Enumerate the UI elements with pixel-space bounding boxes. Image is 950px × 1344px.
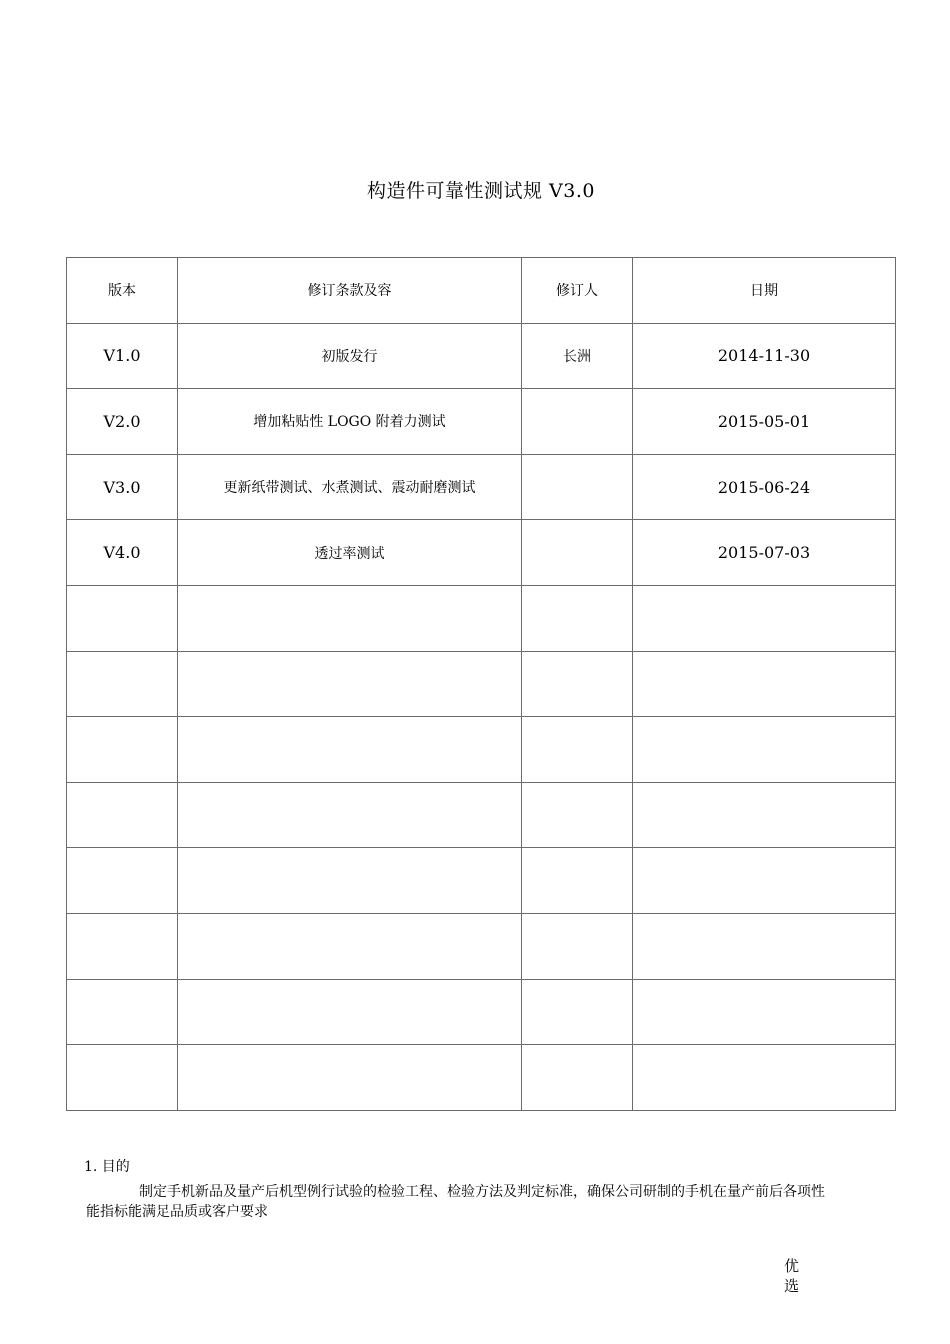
table-row	[67, 1045, 896, 1111]
cell-reviser	[522, 585, 633, 651]
header-clause: 修订条款及容	[178, 258, 522, 324]
cell-version: V2.0	[67, 389, 178, 455]
cell-version: V1.0	[67, 323, 178, 389]
cell-clause	[178, 848, 522, 914]
cell-date	[633, 1045, 896, 1111]
cell-reviser	[522, 913, 633, 979]
table-row	[67, 585, 896, 651]
cell-reviser: 长洲	[522, 323, 633, 389]
cell-version	[67, 848, 178, 914]
cell-version	[67, 651, 178, 717]
table-header-row	[67, 258, 896, 324]
cell-version	[67, 1045, 178, 1111]
table-row	[67, 520, 896, 586]
section-heading-purpose: 1. 目的	[84, 1159, 130, 1175]
table-row	[67, 913, 896, 979]
cell-clause	[178, 979, 522, 1045]
table-row	[67, 454, 896, 520]
cell-reviser	[522, 717, 633, 783]
table-row	[67, 848, 896, 914]
table-row	[67, 323, 896, 389]
cell-date	[633, 717, 896, 783]
cell-clause: 初版发行	[178, 323, 522, 389]
cell-reviser	[522, 1045, 633, 1111]
cell-date	[633, 651, 896, 717]
cell-version	[67, 913, 178, 979]
cell-clause: 增加粘贴性 LOGO 附着力测试	[178, 389, 522, 455]
cell-version	[67, 782, 178, 848]
table-row	[67, 979, 896, 1045]
cell-clause	[178, 585, 522, 651]
cell-date: 2015-07-03	[633, 520, 896, 586]
table-row	[67, 717, 896, 783]
cell-version	[67, 585, 178, 651]
cell-date: 2014-11-30	[633, 323, 896, 389]
section-body-purpose: 制定手机新品及量产后机型例行试验的检验工程、检验方法及判定标准，确保公司研制的手机在量产前后各项性能指标能满足品质或客户要求	[86, 1184, 825, 1220]
document-title: 构造件可靠性测试规 V3.0	[367, 180, 595, 202]
cell-reviser	[522, 848, 633, 914]
cell-date: 2015-05-01	[633, 389, 896, 455]
header-reviser: 修订人	[522, 258, 633, 324]
cell-date	[633, 782, 896, 848]
cell-clause	[178, 782, 522, 848]
revision-table	[66, 257, 896, 1111]
cell-reviser	[522, 782, 633, 848]
header-date: 日期	[633, 258, 896, 324]
cell-date	[633, 585, 896, 651]
table-row	[67, 651, 896, 717]
cell-reviser	[522, 979, 633, 1045]
cell-version	[67, 979, 178, 1045]
cell-version	[67, 717, 178, 783]
cell-date: 2015-06-24	[633, 454, 896, 520]
cell-version: V4.0	[67, 520, 178, 586]
cell-clause	[178, 1045, 522, 1111]
table-row	[67, 389, 896, 455]
cell-clause: 更新纸带测试、水煮测试、震动耐磨测试	[178, 454, 522, 520]
margin-note: 优选	[784, 1257, 800, 1295]
cell-date	[633, 979, 896, 1045]
table-row	[67, 782, 896, 848]
cell-version: V3.0	[67, 454, 178, 520]
cell-reviser	[522, 389, 633, 455]
cell-date	[633, 913, 896, 979]
cell-reviser	[522, 651, 633, 717]
cell-reviser	[522, 454, 633, 520]
cell-clause	[178, 717, 522, 783]
cell-reviser	[522, 520, 633, 586]
header-version: 版本	[67, 258, 178, 324]
cell-clause	[178, 913, 522, 979]
cell-clause: 透过率测试	[178, 520, 522, 586]
cell-date	[633, 848, 896, 914]
cell-clause	[178, 651, 522, 717]
